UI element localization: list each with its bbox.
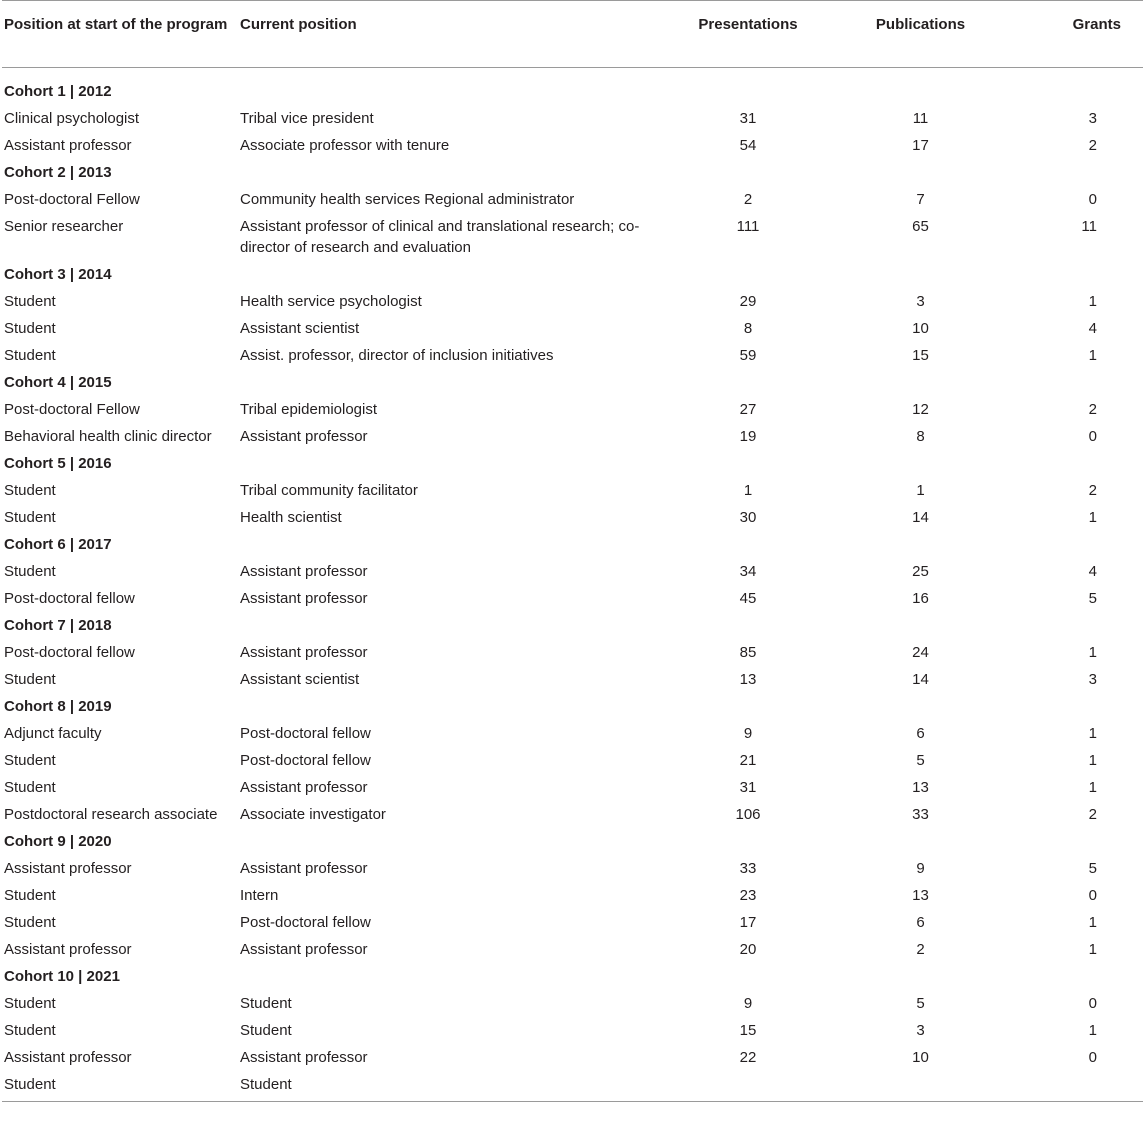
presentations-cell: 34	[739, 563, 757, 580]
table-row	[2, 477, 1143, 504]
presentations-cell: 33	[739, 860, 757, 877]
current-position-cell: Student	[240, 995, 292, 1012]
start-position-cell: Assistant professor	[4, 137, 132, 154]
cohort-label: Cohort 6 | 2017	[4, 536, 112, 553]
publications-cell: 25	[912, 563, 929, 580]
current-position-cell: Assistant professor	[240, 644, 368, 661]
publications-cell: 24	[912, 644, 929, 661]
cohort-heading-row	[2, 612, 1143, 639]
start-position-cell: Student	[4, 779, 56, 796]
cohort-heading-row	[2, 828, 1143, 855]
current-position-cell: Assistant professor	[240, 590, 368, 607]
table-row	[2, 315, 1143, 342]
cohort-label: Cohort 10 | 2021	[4, 968, 120, 985]
table-row	[2, 288, 1143, 315]
grants-cell: 2	[1088, 401, 1097, 418]
current-position-cell: Assistant professor	[240, 428, 368, 445]
current-position-cell: Intern	[240, 887, 279, 904]
presentations-cell: 15	[739, 1022, 757, 1039]
start-position-cell: Student	[4, 293, 56, 310]
grants-cell	[1003, 1071, 1143, 1102]
publications-cell: 13	[912, 887, 929, 904]
current-position-cell: Post-doctoral fellow	[240, 725, 371, 742]
presentations-cell: 13	[739, 671, 757, 688]
presentations-cell: 19	[739, 428, 757, 445]
cohort-heading-row	[2, 78, 1143, 105]
cohort-heading-row	[2, 261, 1143, 288]
presentations-cell: 106	[735, 806, 761, 823]
cohort-heading-row	[2, 693, 1143, 720]
start-position-cell: Student	[4, 509, 56, 526]
start-position-cell: Student	[4, 887, 56, 904]
grants-cell: 0	[1088, 191, 1097, 208]
publications-cell: 17	[912, 137, 929, 154]
table-row	[2, 774, 1143, 801]
cohort-label: Cohort 1 | 2012	[4, 83, 112, 100]
cohort-heading-row	[2, 450, 1143, 477]
publications-cell: 7	[916, 191, 925, 208]
current-position-cell: Tribal epidemiologist	[240, 401, 378, 418]
grants-cell: 4	[1088, 320, 1097, 337]
current-position-cell: Community health services Regional administrator	[240, 191, 575, 208]
presentations-cell: 45	[739, 590, 757, 607]
presentations-cell: 9	[743, 725, 753, 742]
grants-cell: 2	[1088, 137, 1097, 154]
publications-cell: 65	[912, 218, 929, 235]
grants-cell: 1	[1088, 914, 1097, 931]
publications-cell: 12	[912, 401, 929, 418]
grants-cell: 11	[1081, 218, 1097, 235]
presentations-cell: 111	[736, 218, 760, 235]
publications-cell: 33	[912, 806, 929, 823]
presentations-cell: 31	[739, 779, 757, 796]
table-header	[2, 1, 1143, 68]
presentations-cell: 54	[739, 137, 757, 154]
publications-cell: 5	[916, 995, 925, 1012]
current-position-cell: Associate professor with tenure	[240, 137, 450, 154]
table-row	[2, 1071, 1143, 1102]
publications-cell: 11	[912, 110, 929, 127]
current-position-cell: Tribal vice president	[240, 110, 374, 127]
header-presentations: Presentations	[698, 16, 798, 33]
presentations-cell: 21	[739, 752, 757, 769]
start-position-cell: Assistant professor	[4, 1049, 132, 1066]
current-position-cell: Assistant scientist	[240, 671, 360, 688]
table-row	[2, 855, 1143, 882]
start-position-cell: Adjunct faculty	[4, 725, 102, 742]
current-position-cell: Assistant professor	[240, 941, 368, 958]
cohort-heading-row	[2, 369, 1143, 396]
grants-cell: 1	[1088, 347, 1097, 364]
presentations-cell: 31	[739, 110, 757, 127]
presentations-cell: 20	[739, 941, 757, 958]
current-position-cell: Assist. professor, director of inclusion initiatives	[240, 347, 554, 364]
start-position-cell: Student	[4, 347, 56, 364]
table-row	[2, 342, 1143, 369]
start-position-cell: Post-doctoral fellow	[4, 644, 135, 661]
presentations-cell: 1	[743, 482, 753, 499]
grants-cell: 2	[1088, 806, 1097, 823]
table-row	[2, 132, 1143, 159]
grants-cell: 0	[1088, 887, 1097, 904]
table-row	[2, 720, 1143, 747]
table-row	[2, 747, 1143, 774]
publications-cell: 14	[912, 509, 929, 526]
table-row	[2, 585, 1143, 612]
start-position-cell: Student	[4, 914, 56, 931]
publications-cell: 14	[912, 671, 929, 688]
presentations-cell: 17	[739, 914, 757, 931]
current-position-cell: Assistant professor	[240, 779, 368, 796]
start-position-cell: Behavioral health clinic director	[4, 428, 212, 445]
table-row	[2, 882, 1143, 909]
grants-cell: 0	[1088, 995, 1097, 1012]
start-position-cell: Assistant professor	[4, 860, 132, 877]
grants-cell: 1	[1088, 509, 1097, 526]
start-position-cell: Student	[4, 995, 56, 1012]
grants-cell: 2	[1088, 482, 1097, 499]
publications-cell: 3	[916, 1022, 925, 1039]
presentations-cell: 22	[739, 1049, 757, 1066]
start-position-cell: Student	[4, 752, 56, 769]
start-position-cell: Student	[4, 320, 56, 337]
publications-cell: 6	[916, 914, 925, 931]
grants-cell: 3	[1088, 671, 1097, 688]
table-row	[2, 423, 1143, 450]
publications-cell: 2	[916, 941, 925, 958]
table-row	[2, 639, 1143, 666]
table-row	[2, 1044, 1143, 1071]
current-position-cell: Health scientist	[240, 509, 342, 526]
grants-cell: 5	[1088, 590, 1097, 607]
table-row	[2, 1017, 1143, 1044]
grants-cell: 1	[1088, 1022, 1097, 1039]
publications-cell	[838, 1071, 1003, 1102]
cohort-heading-row	[2, 531, 1143, 558]
current-position-cell: Associate investigator	[240, 806, 386, 823]
cohort-label: Cohort 9 | 2020	[4, 833, 112, 850]
table-row	[2, 801, 1143, 828]
publications-cell: 10	[912, 320, 929, 337]
grants-cell: 3	[1088, 110, 1097, 127]
start-position-cell: Student	[4, 1022, 56, 1039]
grants-cell: 1	[1088, 752, 1097, 769]
publications-cell: 10	[912, 1049, 929, 1066]
grants-cell: 0	[1088, 1049, 1097, 1066]
table-row	[2, 558, 1143, 585]
header-row	[2, 1, 1143, 68]
grants-cell: 1	[1088, 644, 1097, 661]
cohort-label: Cohort 2 | 2013	[4, 164, 112, 181]
start-position-cell: Student	[4, 671, 56, 688]
presentations-cell: 27	[739, 401, 757, 418]
current-position-cell: Student	[240, 1022, 292, 1039]
grants-cell: 1	[1088, 779, 1097, 796]
header-publications: Publications	[875, 16, 966, 33]
presentations-cell: 59	[739, 347, 757, 364]
cohort-label: Cohort 5 | 2016	[4, 455, 112, 472]
current-position-cell: Post-doctoral fellow	[240, 914, 371, 931]
start-position-cell: Post-doctoral Fellow	[4, 401, 140, 418]
header-spacer-row	[2, 68, 1143, 79]
current-position-cell: Assistant professor	[240, 563, 368, 580]
publications-cell: 9	[916, 860, 925, 877]
cohort-label: Cohort 3 | 2014	[4, 266, 112, 283]
grants-cell: 5	[1088, 860, 1097, 877]
grants-cell: 1	[1088, 293, 1097, 310]
presentations-cell	[658, 1071, 838, 1102]
presentations-cell: 85	[739, 644, 757, 661]
start-position-cell: Student	[4, 482, 56, 499]
table-row	[2, 396, 1143, 423]
cohort-heading-row	[2, 963, 1143, 990]
grants-cell: 1	[1088, 725, 1097, 742]
cohort-label: Cohort 4 | 2015	[4, 374, 112, 391]
publications-cell: 3	[916, 293, 925, 310]
table-row	[2, 909, 1143, 936]
current-position-cell: Assistant professor of clinical and translational research; co-director of research and evaluation	[240, 218, 640, 256]
publications-cell: 6	[916, 725, 925, 742]
start-position-cell: Senior researcher	[4, 218, 124, 235]
grants-cell: 0	[1088, 428, 1097, 445]
table-row	[2, 186, 1143, 213]
table-row	[2, 666, 1143, 693]
current-position-cell: Post-doctoral fellow	[240, 752, 371, 769]
publications-cell: 5	[916, 752, 925, 769]
cohort-outcomes-table	[2, 0, 1143, 1102]
table-body	[2, 68, 1143, 1102]
current-position-cell: Student	[240, 1076, 292, 1093]
start-position-cell: Postdoctoral research associate	[4, 806, 218, 823]
start-position-cell: Post-doctoral Fellow	[4, 191, 140, 208]
header-start-position: Position at start of the program	[4, 16, 228, 33]
publications-cell: 8	[916, 428, 925, 445]
table-row	[2, 105, 1143, 132]
spacer-cell	[2, 68, 1143, 79]
current-position-cell: Health service psychologist	[240, 293, 422, 310]
cohort-label: Cohort 7 | 2018	[4, 617, 112, 634]
publications-cell: 1	[916, 482, 925, 499]
publications-cell: 13	[912, 779, 929, 796]
grants-cell: 1	[1088, 941, 1097, 958]
header-current-position: Current position	[240, 16, 357, 33]
presentations-cell: 2	[743, 191, 753, 208]
current-position-cell: Assistant professor	[240, 860, 368, 877]
cohort-label: Cohort 8 | 2019	[4, 698, 112, 715]
table-row	[2, 504, 1143, 531]
current-position-cell: Assistant professor	[240, 1049, 368, 1066]
presentations-cell: 29	[739, 293, 757, 310]
table-row	[2, 936, 1143, 963]
grants-cell: 4	[1088, 563, 1097, 580]
presentations-cell: 8	[743, 320, 753, 337]
presentations-cell: 23	[739, 887, 757, 904]
table-row	[2, 213, 1143, 261]
current-position-cell: Tribal community facilitator	[240, 482, 418, 499]
current-position-cell: Assistant scientist	[240, 320, 360, 337]
publications-cell: 16	[912, 590, 929, 607]
start-position-cell: Student	[4, 1076, 56, 1093]
presentations-cell: 9	[743, 995, 753, 1012]
start-position-cell: Clinical psychologist	[4, 110, 140, 127]
start-position-cell: Assistant professor	[4, 941, 132, 958]
table-row	[2, 990, 1143, 1017]
header-grants: Grants	[1072, 16, 1121, 33]
cohort-heading-row	[2, 159, 1143, 186]
start-position-cell: Post-doctoral fellow	[4, 590, 135, 607]
presentations-cell: 30	[739, 509, 757, 526]
start-position-cell: Student	[4, 563, 56, 580]
publications-cell: 15	[912, 347, 929, 364]
